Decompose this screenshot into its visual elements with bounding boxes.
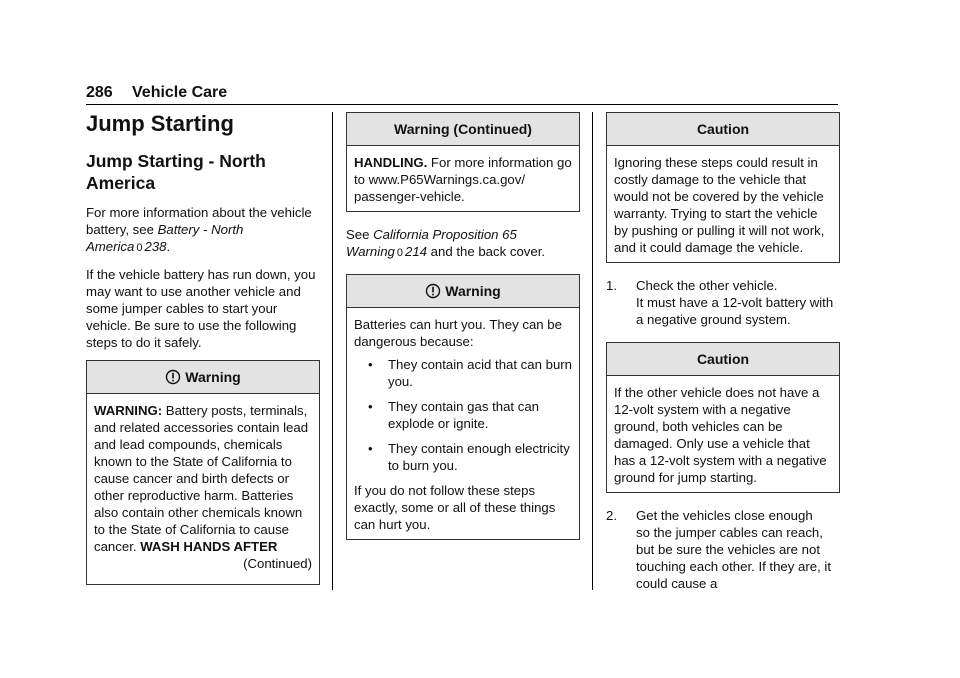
warning-box <box>86 360 320 585</box>
warning-triangle-icon <box>165 364 181 396</box>
warning-continued-heading: Warning (Continued) <box>347 113 579 146</box>
column-divider <box>332 112 333 590</box>
warning-label: WARNING: <box>94 403 163 418</box>
warning-continued-box <box>346 112 580 212</box>
column-1 <box>86 112 320 599</box>
bullet-icon: • <box>368 399 373 414</box>
battery-warning-heading: Warning <box>347 275 579 308</box>
bullet-icon: • <box>368 441 373 456</box>
prop65-reference-link[interactable]: California Proposition 65 Warning <box>346 227 517 259</box>
column-3 <box>606 112 840 604</box>
section-heading: Jump Starting - North America <box>86 151 266 193</box>
step-number: 2. <box>606 508 617 523</box>
wash-hands-text: WASH HANDS AFTER <box>140 539 278 554</box>
continued-label: (Continued) <box>243 556 312 571</box>
caution-body: If the other vehicle does not have a 12-volt system with a negative ground, both vehicles can be damaged. Only use a vehicle that has a 12-volt system with a negative ground for jump starting. <box>614 385 827 485</box>
section-title: Vehicle Care <box>132 84 228 101</box>
column-2 <box>346 112 580 554</box>
header-rule <box>86 104 838 105</box>
column-divider <box>592 112 593 590</box>
chapter-title: Jump Starting <box>86 111 234 136</box>
list-item: • They contain acid that can burn you. <box>368 357 573 389</box>
warning-heading: Warning <box>87 361 319 394</box>
warning-triangle-icon <box>425 278 441 310</box>
page-ref-arrow-icon: 0 <box>136 242 143 254</box>
page-number: 286 <box>86 84 113 101</box>
handling-label: HANDLING. <box>354 155 428 170</box>
page-ref-arrow-icon: 0 <box>396 247 403 259</box>
safety-paragraph: If the vehicle battery has run down, you may want to use another vehicle and some jumper cables to start your vehicle. Be sure to use the following steps to do it safely. <box>86 267 316 350</box>
prop65-page-link[interactable]: 214 <box>405 244 428 259</box>
bullet-icon: • <box>368 357 373 372</box>
battery-reference-link[interactable]: Battery - North America <box>86 222 244 254</box>
steps-list <box>606 507 840 592</box>
list-item: 2. Get the vehicles close enough so the jumper cables can reach, but be sure the vehicles are not touching each other. If they are, it could cause a <box>606 508 832 591</box>
list-item: • They contain enough electricity to burn you. <box>368 441 570 473</box>
list-item: 1. Check the other vehicle. It must have a 12-volt battery with a negative ground system. <box>606 278 834 327</box>
danger-list <box>354 356 572 474</box>
warning-intro: Batteries can hurt you. They can be dangerous because: <box>354 317 562 349</box>
warning-continued-body: HANDLING. For more information go to www.P65Warnings.ca.gov/ passenger-vehicle. <box>354 155 572 204</box>
step-number: 1. <box>606 278 617 293</box>
caution-heading: Caution <box>607 343 839 376</box>
list-item: • They contain gas that can explode or ignite. <box>368 399 540 431</box>
steps-list <box>606 277 840 328</box>
warning-outro: If you do not follow these steps exactly, some or all of these things can hurt you. <box>354 483 556 532</box>
caution-box-2 <box>606 342 840 493</box>
intro-paragraph: For more information about the vehicle battery, see Battery - North America 0 238. <box>86 205 312 254</box>
battery-warning-body <box>347 308 579 539</box>
battery-page-link[interactable]: 238 <box>144 239 167 254</box>
caution-box <box>606 112 840 263</box>
battery-warning-box <box>346 274 580 540</box>
page-header <box>86 84 838 104</box>
see-reference-paragraph: See California Proposition 65 Warning 0 214 and the back cover. <box>346 227 546 259</box>
warning-body: WARNING: Battery posts, terminals, and related accessories contain lead and lead compounds, chemicals known to the State of California to cause cancer and birth defects or other reproductive harm. Batteries also contain other chemicals known to the State of California to cause cancer. WASH HANDS AFTER (Continued) <box>94 403 312 571</box>
caution-heading: Caution <box>607 113 839 146</box>
caution-body: Ignoring these steps could result in costly damage to the vehicle that would not be covered by the vehicle warranty. Trying to start the vehicle by pushing or pulling it will not work, and it could damage the vehicle. <box>614 155 825 255</box>
